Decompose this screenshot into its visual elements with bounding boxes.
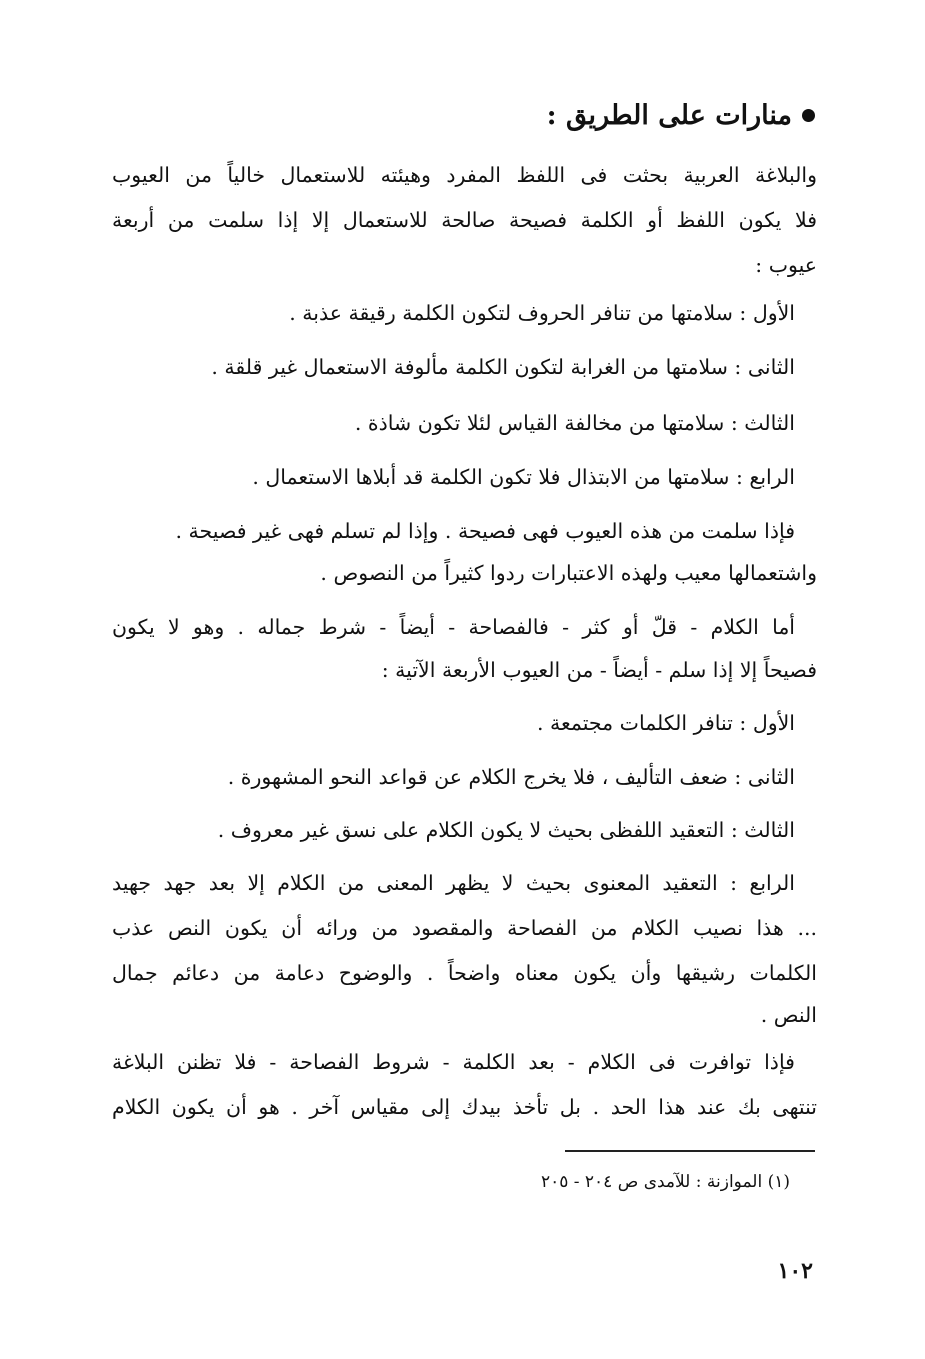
paragraph-line: النص .: [760, 1003, 817, 1027]
paragraph-line: ... هذا نصيب الكلام من الفصاحة والمقصود من ورائه أن يكون النص عذب: [112, 916, 817, 940]
list-item: الثالث : التعقيد اللفظى بحيث لا يكون الكلام على نسق غير معروف .: [217, 818, 795, 842]
list-item: الرابع : سلامتها من الابتذال فلا تكون الكلمة قد أبلاها الاستعمال .: [252, 465, 795, 489]
section-heading: [547, 100, 815, 131]
list-item: الأول : تنافر الكلمات مجتمعة .: [536, 711, 795, 735]
page-number: ١٠٢: [777, 1258, 813, 1284]
paragraph-line: واشتعمالها معيب ولهذه الاعتبارات ردوا كثيراً من النصوص .: [320, 561, 817, 585]
paragraph-line: فإذا سلمت من هذه العيوب فهى فصيحة . وإذا لم تسلم فهى غير فصيحة .: [175, 519, 795, 543]
footnote-separator: [565, 1150, 815, 1152]
list-item: الأول : سلامتها من تنافر الحروف لتكون الكلمة رقيقة عذبة .: [289, 301, 795, 325]
paragraph-line: عيوب :: [755, 253, 817, 277]
paragraph-line: الرابع : التعقيد المعنوى بحيث لا يظهر المعنى من الكلام إلا بعد جهد جهيد: [112, 871, 796, 895]
paragraph-line: الكلمات رشيقها وأن يكون معناه واضحاً . والوضوح دعامة من دعائم جمال: [112, 961, 817, 985]
list-item: الثالث : سلامتها من مخالفة القياس لئلا تكون شاذة .: [354, 411, 795, 435]
paragraph-line: فصيحاً إلا إذا سلم - أيضاً - من العيوب الأربعة الآتية :: [381, 658, 817, 682]
footnote: (١) الموازنة : للآمدى ص ٢٠٤ - ٢٠٥: [540, 1172, 790, 1192]
paragraph-line: فلا يكون اللفظ أو الكلمة فصيحة صالحة للاستعمال إلا إذا سلمت من أربعة: [112, 208, 817, 232]
paragraph-line: أما الكلام - قلّ أو كثر - فالفصاحة - أيضاً - شرط جماله . وهو لا يكون: [112, 615, 795, 639]
list-item: الثانى : سلامتها من الغرابة لتكون الكلمة مألوفة الاستعمال غير قلقة .: [211, 355, 795, 379]
bullet-icon: [802, 109, 815, 122]
paragraph-line: تنتهى بك عند هذا الحد . بل تأخذ بيدك إلى مقياس آخر . هو أن يكون الكلام: [112, 1095, 817, 1119]
paragraph-line: فإذا توافرت فى الكلام - بعد الكلمة - شروط الفصاحة - فلا تظنن البلاغة: [112, 1050, 795, 1074]
paragraph-line: والبلاغة العربية بحثت فى اللفظ المفرد وهيئته للاستعمال خالياً من العيوب: [112, 163, 817, 187]
list-item: الثانى : ضعف التأليف ، فلا يخرج الكلام عن قواعد النحو المشهورة .: [227, 765, 795, 789]
section-heading-text: منارات على الطريق :: [546, 100, 792, 131]
